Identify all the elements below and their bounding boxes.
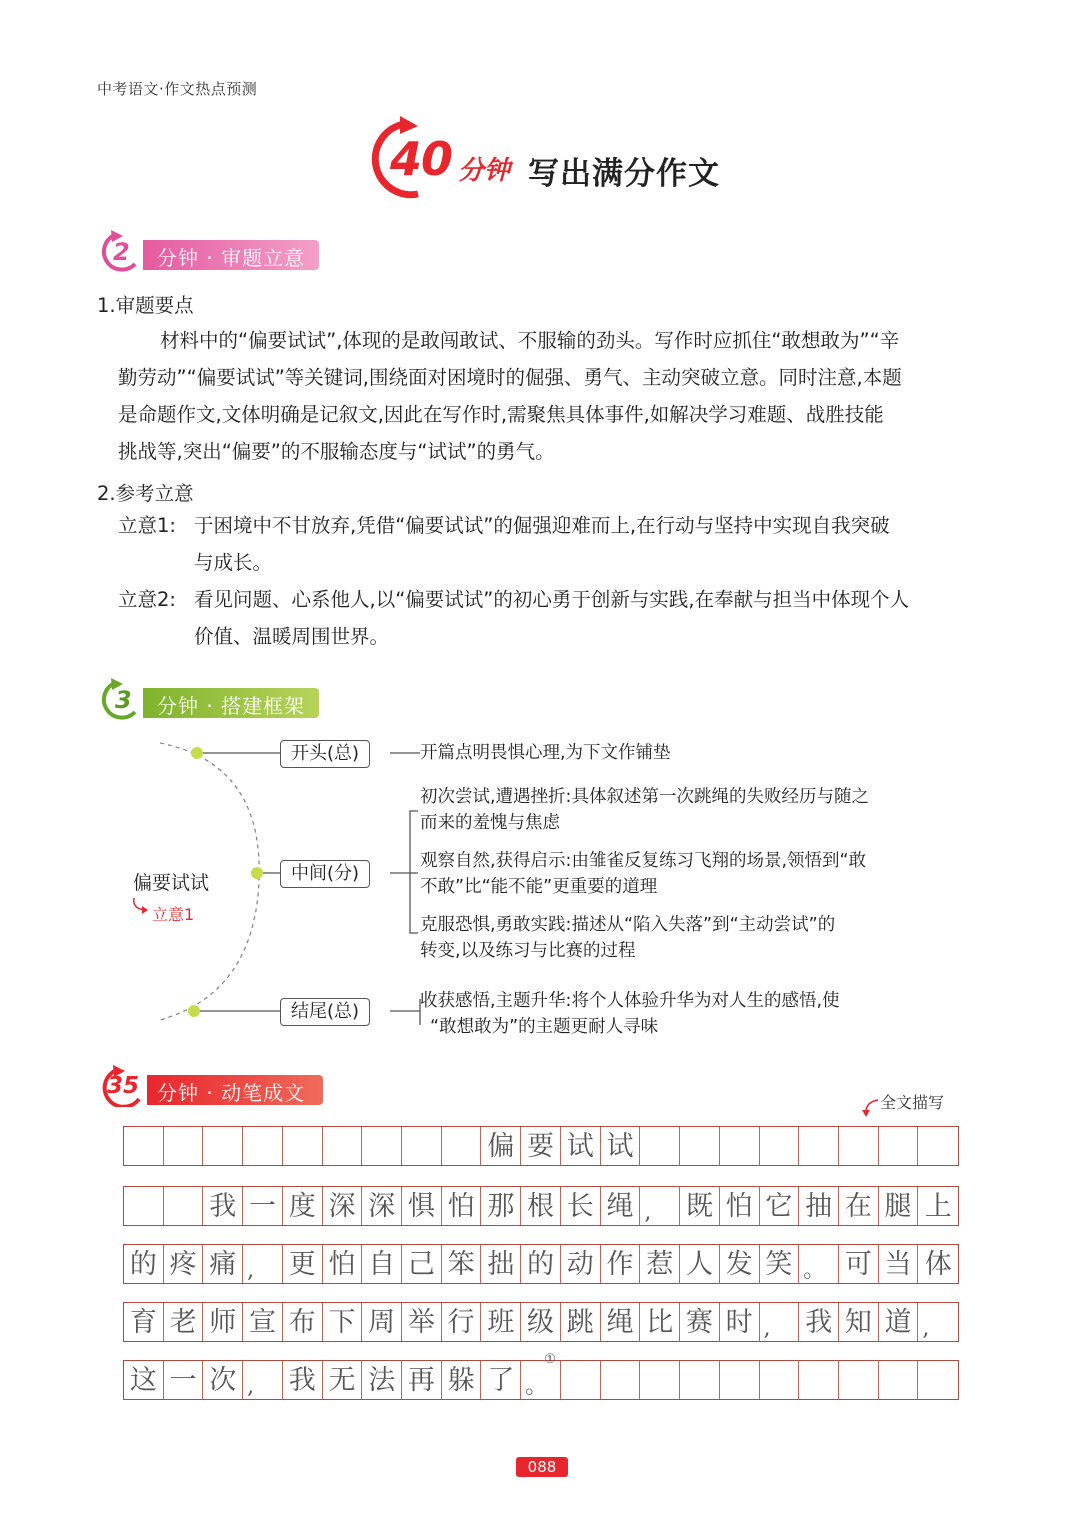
mindmap-center: 偏要试试 (133, 872, 210, 894)
grid-cell: 育 (124, 1303, 164, 1341)
grid-cell (164, 1187, 204, 1225)
grid-cell: 师 (203, 1303, 243, 1341)
grid-cell: 宣 (243, 1303, 283, 1341)
idea-label: 立意2: (118, 588, 176, 611)
para-line: 勤劳动”“偏要试试”等关键词,围绕面对困境时的倔强、勇气、主动突破立意。同时注意,本题 (118, 366, 902, 389)
annotation-label: 全文描写 (880, 1093, 945, 1112)
grid-cell: 动 (561, 1245, 601, 1283)
node-middle-item: 克服恐惧,勇敢实践:描述从“陷入失落”到“主动尝试”的 (420, 915, 836, 935)
footnote-mark: ① (544, 1352, 556, 1367)
grid-cell: , (243, 1361, 283, 1399)
grid-row (123, 1186, 959, 1226)
section-banner-2 (97, 684, 327, 718)
grid-cell: 我 (203, 1187, 243, 1225)
grid-cell: , (640, 1187, 680, 1225)
grid-cell: 体 (924, 1249, 952, 1280)
grid-row (123, 1244, 959, 1284)
running-header: 中考语文·作文热点预测 (97, 80, 258, 98)
subheading-1: 1.审题要点 (97, 294, 194, 317)
grid-cell (918, 1361, 958, 1399)
grid-cell (601, 1361, 641, 1399)
grid-cell: 人 (680, 1245, 720, 1283)
grid-cell: 。 (799, 1245, 839, 1283)
grid-cell: 试 (601, 1127, 641, 1165)
grid-cell (760, 1361, 800, 1399)
grid-row (123, 1302, 959, 1342)
grid-cell: , (760, 1303, 800, 1341)
grid-cell: 怕 (323, 1245, 363, 1283)
para-line: 挑战等,突出“偏要”的不服输态度与“试试”的勇气。 (118, 440, 555, 463)
grid-cell (839, 1127, 879, 1165)
section-minutes: 2 (113, 238, 130, 266)
grid-cell: 道 (879, 1303, 919, 1341)
grid-cell: 举 (402, 1303, 442, 1341)
grid-cell: 的 (521, 1245, 561, 1283)
grid-cell (680, 1361, 720, 1399)
grid-cell (124, 1127, 164, 1165)
grid-cell: 比 (640, 1303, 680, 1341)
grid-cell: 知 (839, 1303, 879, 1341)
grid-cell (879, 1127, 919, 1165)
title-text: 写出满分作文 (528, 156, 720, 192)
grid-cell: 偏 (481, 1127, 521, 1165)
grid-cell: 周 (362, 1303, 402, 1341)
node-end-text: 收获感悟,主题升华:将个人体验升华为对人生的感悟,使 (420, 991, 840, 1011)
node-end-text: “敢想敢为”的主题更耐人寻味 (430, 1017, 659, 1037)
idea-line: 与成长。 (194, 551, 273, 574)
grid-cell (124, 1187, 164, 1225)
node-end: 结尾(总) (280, 998, 370, 1026)
grid-cell: 法 (362, 1361, 402, 1399)
grid-cell: 。 ① (521, 1361, 561, 1399)
node-middle-item: 而来的羞愧与焦虑 (420, 813, 560, 833)
grid-cell: 要 (521, 1127, 561, 1165)
grid-cell: 深 (323, 1187, 363, 1225)
grid-cell: 躲 (442, 1361, 482, 1399)
grid-cell: 下 (323, 1303, 363, 1341)
para-line: 材料中的“偏要试试”,体现的是敢闯敢试、不服输的劲头。写作时应抓住“敢想敢为”“辛 (160, 329, 900, 352)
grid-cell (442, 1127, 482, 1165)
grid-cell (799, 1127, 839, 1165)
mindmap-center-sub: 立意1 (152, 905, 195, 924)
section-label: 分钟 · 审题立意 (157, 246, 306, 270)
grid-cell: 的 (124, 1245, 164, 1283)
grid-cell (760, 1127, 800, 1165)
grid-cell: 级 (521, 1303, 561, 1341)
grid-cell: 笨 (442, 1245, 482, 1283)
curved-arrow-icon (860, 1096, 882, 1120)
grid-cell (323, 1127, 363, 1165)
grid-cell: 深 (362, 1187, 402, 1225)
grid-cell (640, 1127, 680, 1165)
node-middle-item: 不敢”比“能不能”更重要的道理 (420, 877, 658, 897)
grid-cell: 笑 (760, 1245, 800, 1283)
grid-cell: 我 (283, 1361, 323, 1399)
grid-cell (283, 1127, 323, 1165)
grid-cell (839, 1361, 879, 1399)
section-banner-1 (97, 236, 327, 270)
grid-cell: 疼 (164, 1245, 204, 1283)
grid-cell (879, 1361, 919, 1399)
grid-cell: 绳 (601, 1187, 641, 1225)
grid-cell: , (922, 1316, 930, 1341)
grid-cell: 老 (164, 1303, 204, 1341)
node-start: 开头(总) (280, 740, 370, 768)
grid-cell: 时 (720, 1303, 760, 1341)
node-middle-item: 观察自然,获得启示:由雏雀反复练习飞翔的场景,领悟到“敢 (420, 851, 867, 871)
grid-cell (561, 1361, 601, 1399)
grid-cell: 了 (481, 1361, 521, 1399)
grid-cell (720, 1361, 760, 1399)
grid-cell: 自 (362, 1245, 402, 1283)
grid-row (123, 1126, 959, 1166)
grid-cell: 上 (924, 1191, 952, 1222)
section-label: 分钟 · 动笔成文 (157, 1081, 306, 1105)
idea-line: 于困境中不甘放弃,凭借“偏要试试”的倔强迎难而上,在行动与坚持中实现自我突破 (194, 514, 890, 537)
page-number: 088 (516, 1457, 568, 1477)
title-minutes: 40 (390, 132, 453, 186)
grid-cell: 可 (839, 1245, 879, 1283)
section-banner-3 (97, 1071, 327, 1105)
grid-cell: 当 (879, 1245, 919, 1283)
idea-label: 立意1: (118, 514, 176, 537)
grid-cell: 赛 (680, 1303, 720, 1341)
grid-cell: 怕 (720, 1187, 760, 1225)
grid-cell: 发 (720, 1245, 760, 1283)
grid-cell: 痛 (203, 1245, 243, 1283)
grid-cell: 行 (442, 1303, 482, 1341)
grid-cell: 再 (402, 1361, 442, 1399)
grid-cell: 这 (124, 1361, 164, 1399)
grid-cell (362, 1127, 402, 1165)
grid-cell (203, 1127, 243, 1165)
grid-cell: , (243, 1245, 283, 1283)
grid-cell: 度 (283, 1187, 323, 1225)
grid-cell: 更 (283, 1245, 323, 1283)
grid-cell: 试 (561, 1127, 601, 1165)
grid-cell: 既 (680, 1187, 720, 1225)
grid-cell (680, 1127, 720, 1165)
grid-cell: 跳 (561, 1303, 601, 1341)
grid-cell: 抽 (799, 1187, 839, 1225)
para-line: 是命题作文,文体明确是记叙文,因此在写作时,需聚焦具体事件,如解决学习难题、战胜技能 (118, 403, 884, 426)
grid-cell (640, 1361, 680, 1399)
title-unit: 分钟 (458, 156, 511, 186)
grid-cell: 长 (561, 1187, 601, 1225)
grid-cell (799, 1361, 839, 1399)
grid-row (123, 1352, 959, 1400)
grid-cell: 班 (481, 1303, 521, 1341)
grid-cell: 作 (601, 1245, 641, 1283)
idea-line: 价值、温暖周围世界。 (194, 625, 390, 648)
grid-cell (402, 1127, 442, 1165)
node-start-text: 开篇点明畏惧心理,为下文作铺垫 (420, 743, 671, 763)
grid-cell: 惹 (640, 1245, 680, 1283)
grid-cell: 无 (323, 1361, 363, 1399)
grid-cell: 拙 (481, 1245, 521, 1283)
node-middle-item: 转变,以及练习与比赛的过程 (420, 941, 636, 961)
section-label: 分钟 · 搭建框架 (157, 694, 306, 718)
subheading-2: 2.参考立意 (97, 482, 194, 505)
section-minutes: 3 (115, 686, 132, 714)
grid-cell: 绳 (601, 1303, 641, 1341)
grid-cell (720, 1127, 760, 1165)
idea-line: 看见问题、心系他人,以“偏要试试”的初心勇于创新与实践,在奉献与担当中体现个人 (194, 588, 910, 611)
grid-cell: 惧 (402, 1187, 442, 1225)
node-middle-item: 初次尝试,遭遇挫折:具体叙述第一次跳绳的失败经历与随之 (420, 787, 869, 807)
grid-cell: 己 (402, 1245, 442, 1283)
grid-cell (164, 1127, 204, 1165)
grid-cell: 它 (760, 1187, 800, 1225)
grid-cell: 根 (521, 1187, 561, 1225)
grid-cell: 腿 (879, 1187, 919, 1225)
grid-cell (243, 1127, 283, 1165)
grid-cell: 那 (481, 1187, 521, 1225)
grid-cell: 我 (799, 1303, 839, 1341)
grid-cell: 布 (283, 1303, 323, 1341)
grid-cell: 次 (203, 1361, 243, 1399)
section-minutes: 35 (107, 1073, 140, 1099)
page-title (362, 114, 742, 202)
grid-cell: 在 (839, 1187, 879, 1225)
grid-cell: 一 (243, 1187, 283, 1225)
grid-cell: 怕 (442, 1187, 482, 1225)
curved-arrow-icon (130, 896, 152, 918)
node-middle: 中间(分) (280, 860, 370, 888)
grid-cell (918, 1127, 958, 1165)
grid-cell: 一 (164, 1361, 204, 1399)
